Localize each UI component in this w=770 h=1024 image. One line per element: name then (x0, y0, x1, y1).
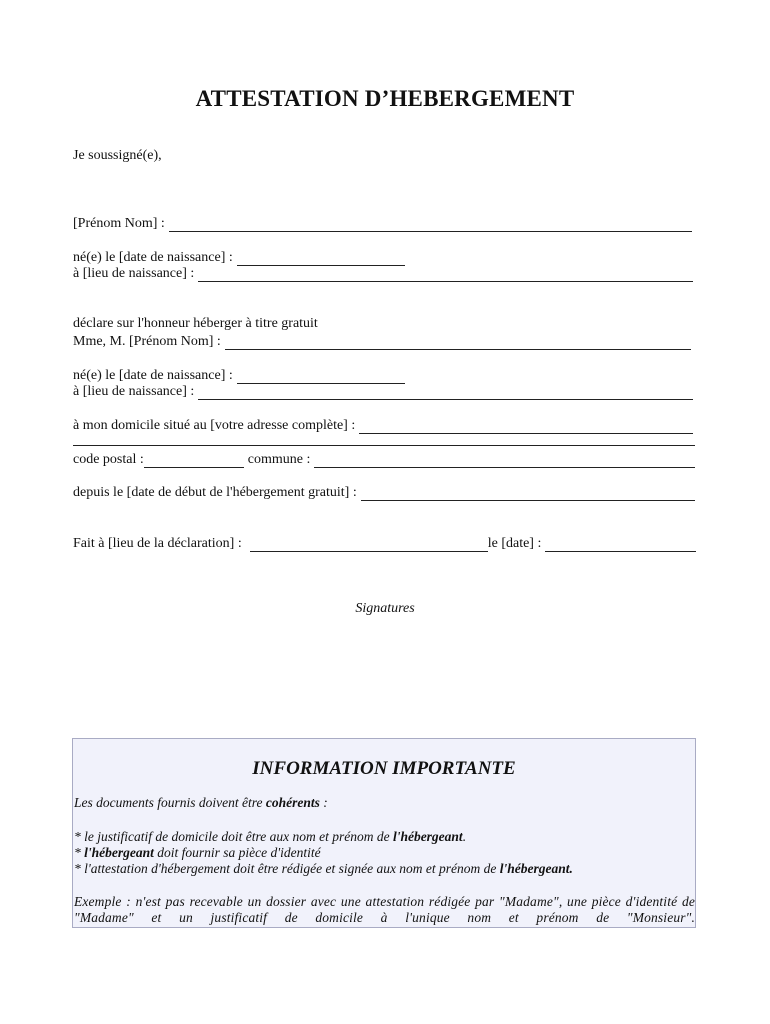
host-name-field[interactable] (73, 215, 692, 232)
document-title: ATTESTATION D’HEBERGEMENT (195, 86, 575, 111)
host-birthplace-blank[interactable] (198, 269, 693, 282)
host-birthplace-label: à [lieu de naissance] : (73, 266, 195, 281)
host-birthdate-label: né(e) le [date de naissance] : (73, 250, 233, 265)
postal-code-blank[interactable] (144, 455, 244, 468)
signatures-label: Signatures (355, 601, 415, 616)
host-name-label: [Prénom Nom] : (73, 216, 165, 231)
info-intro: Les documents fournis doivent être cohérents : (74, 795, 328, 810)
declaration-text: déclare sur l'honneur héberger à titre gratuit (73, 316, 318, 331)
start-date-field[interactable] (73, 484, 695, 501)
info-bullet-2: * l'hébergeant doit fournir sa pièce d'identité (74, 845, 321, 860)
host-name-blank[interactable] (169, 219, 692, 232)
info-bullet-3: * l'attestation d'hébergement doit être rédigée et signée aux nom et prénom de l'hébergeant. (74, 861, 573, 876)
start-date-label: depuis le [date de début de l'hébergement gratuit] : (73, 485, 357, 500)
date-label: le [date] : (487, 536, 542, 551)
intro-text: Je soussigné(e), (73, 148, 162, 163)
important-info-title: INFORMATION IMPORTANTE (252, 758, 516, 779)
guest-name-blank[interactable] (225, 337, 691, 350)
info-bullet-1: * le justificatif de domicile doit être aux nom et prénom de l'hébergeant. (74, 829, 467, 844)
date-blank[interactable] (545, 539, 696, 552)
host-birthplace-field[interactable] (73, 265, 693, 282)
important-info-box (72, 738, 696, 928)
guest-name-field[interactable] (73, 333, 691, 350)
commune-blank[interactable] (314, 455, 695, 468)
address-second-line[interactable] (73, 445, 695, 446)
place-date-field[interactable] (73, 535, 696, 552)
host-birthdate-field[interactable] (73, 249, 695, 266)
guest-birthplace-blank[interactable] (198, 387, 693, 400)
commune-label: commune : (247, 452, 311, 467)
address-blank[interactable] (359, 421, 693, 434)
guest-birthplace-label: à [lieu de naissance] : (73, 384, 195, 399)
address-field[interactable] (73, 417, 693, 434)
start-date-blank[interactable] (361, 488, 695, 501)
postal-commune-field[interactable] (73, 451, 695, 468)
guest-birthplace-field[interactable] (73, 383, 693, 400)
guest-name-label: Mme, M. [Prénom Nom] : (73, 334, 221, 349)
info-example: Exemple : n'est pas recevable un dossier avec une attestation rédigée par "Madame", une pièce d'identité de "Madame" et un justificatif de domicile à l'unique nom et prénom de "Monsieur". (74, 894, 695, 925)
postal-code-label: code postal : (73, 452, 144, 467)
guest-birthdate-label: né(e) le [date de naissance] : (73, 368, 233, 383)
address-label: à mon domicile situé au [votre adresse complète] : (73, 418, 356, 433)
place-blank[interactable] (250, 539, 488, 552)
guest-birthdate-field[interactable] (73, 367, 695, 384)
place-label: Fait à [lieu de la déclaration] : (73, 536, 242, 551)
